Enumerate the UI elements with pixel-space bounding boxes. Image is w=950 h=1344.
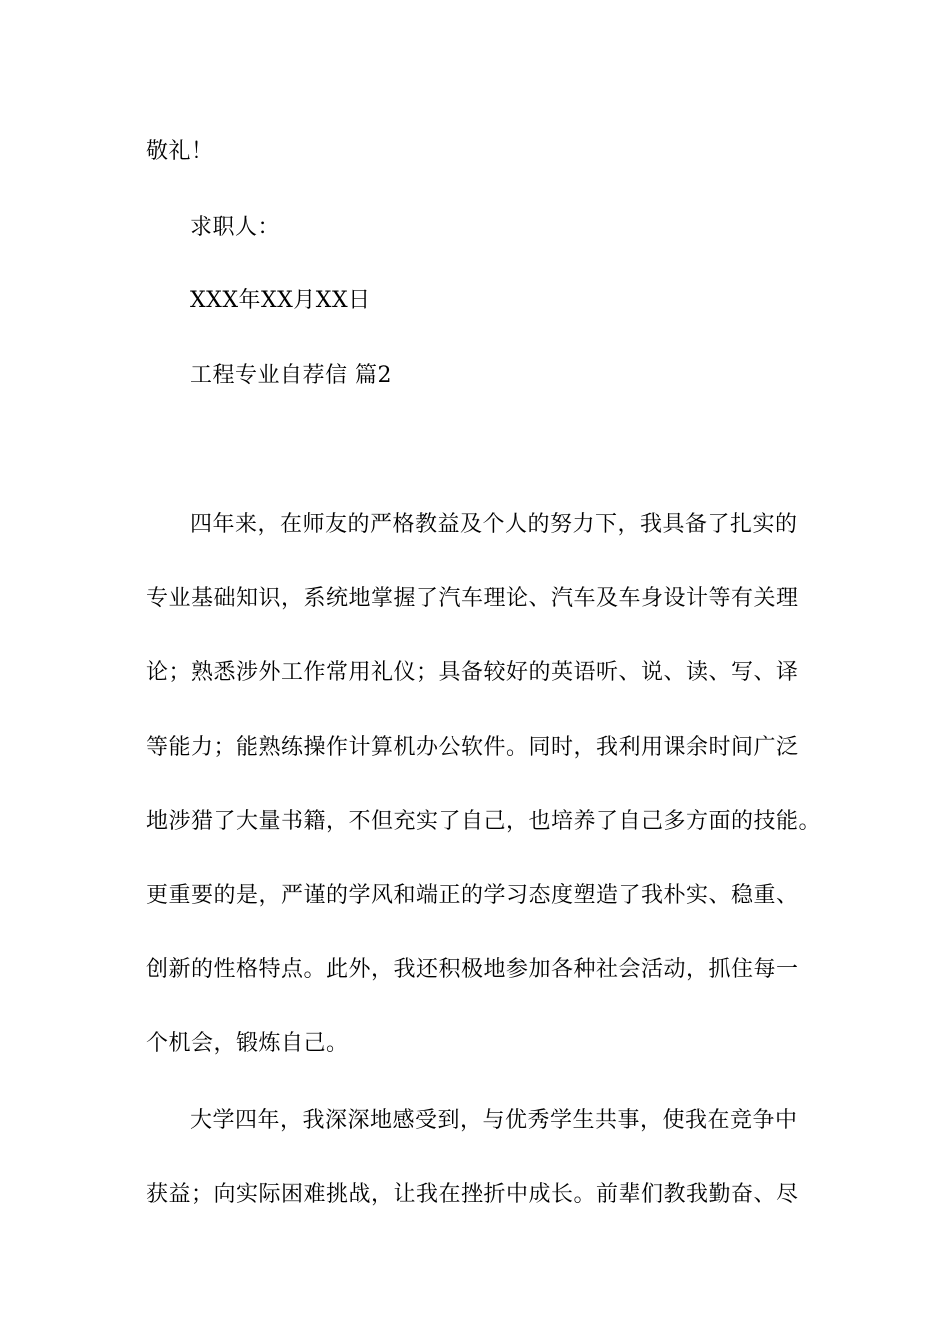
paragraph-line: 更重要的是，严谨的学风和端正的学习态度塑造了我朴实、稳重、 [146,883,799,908]
paragraph-line: 论；熟悉涉外工作常用礼仪；具备较好的英语听、说、读、写、译 [146,660,799,685]
closing-salute: 敬礼！ [146,139,214,164]
paragraph-line: 大学四年，我深深地感受到，与优秀学生共事，使我在竞争中 [190,1108,798,1133]
paragraph-line: 地涉猎了大量书籍，不但充实了自己，也培养了自己多方面的技能。 [146,809,822,834]
applicant-label: 求职人： [190,215,281,240]
paragraph-line: 获益；向实际困难挑战，让我在挫折中成长。前辈们教我勤奋、尽 [146,1182,799,1207]
letter-date: XXX年XX月XX日 [190,288,371,313]
paragraph-line: 四年来，在师友的严格教益及个人的努力下，我具备了扎实的 [190,512,798,537]
paragraph-line: 创新的性格特点。此外，我还积极地参加各种社会活动，抓住每一 [146,957,799,982]
paragraph-line: 等能力；能熟练操作计算机办公软件。同时，我利用课余时间广泛 [146,735,799,760]
paragraph-line: 个机会，锻炼自己。 [146,1031,349,1056]
section-title: 工程专业自荐信 篇2 [190,363,392,388]
paragraph-line: 专业基础知识，系统地掌握了汽车理论、汽车及车身设计等有关理 [146,586,799,611]
